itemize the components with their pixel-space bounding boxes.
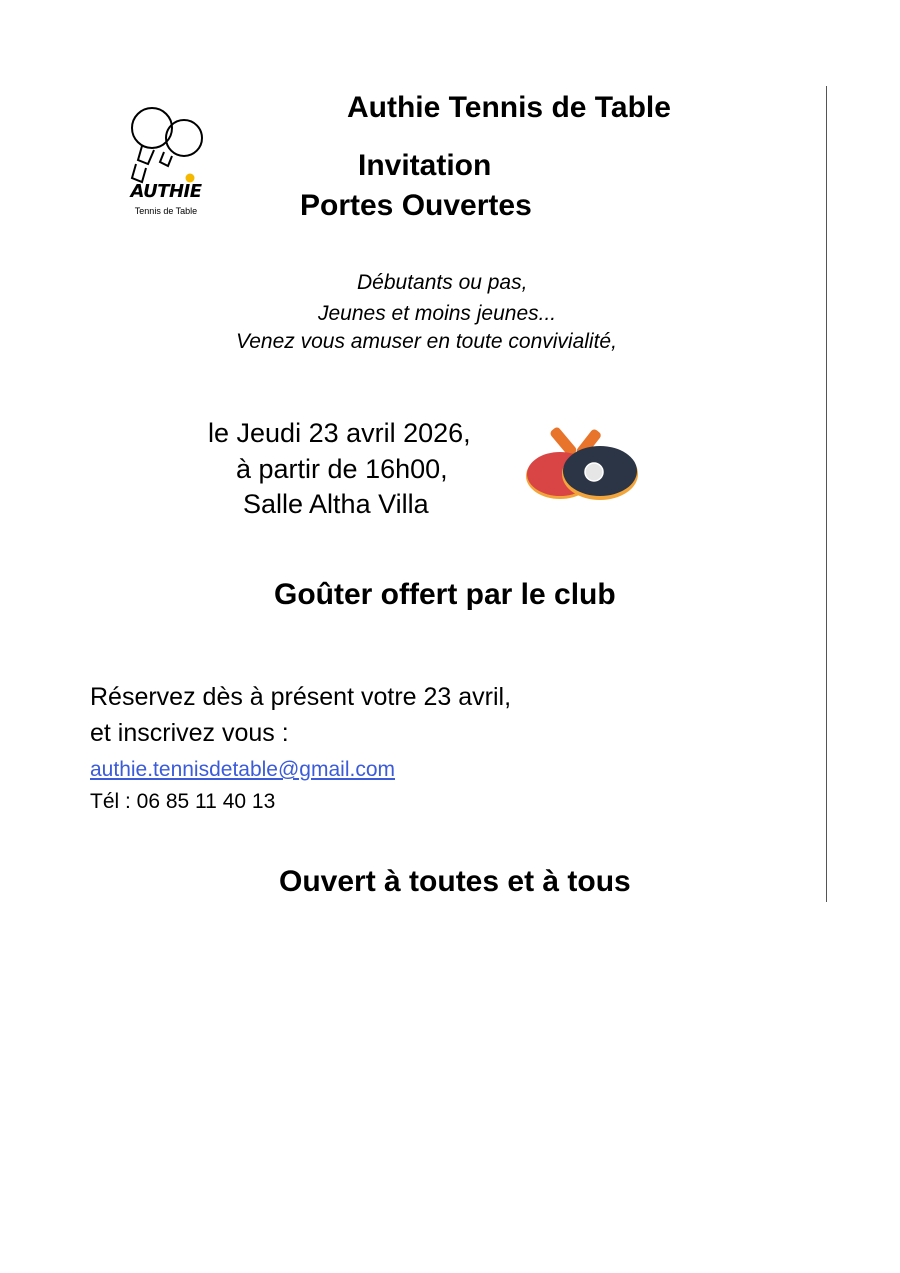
registration-line-1: Réservez dès à présent votre 23 avril, xyxy=(90,683,512,711)
tagline-line-2: Jeunes et moins jeunes... xyxy=(318,302,557,325)
tagline-line-1: Débutants ou pas, xyxy=(357,271,528,294)
club-title: Authie Tennis de Table xyxy=(347,91,671,124)
registration-line-2: et inscrivez vous : xyxy=(90,719,289,747)
phone-number: Tél : 06 85 11 40 13 xyxy=(90,790,276,813)
club-logo xyxy=(124,104,208,220)
event-time: à partir de 16h00, xyxy=(236,454,448,484)
logo-paddles-icon xyxy=(124,104,208,184)
closing-heading: Ouvert à toutes et à tous xyxy=(279,865,631,898)
email-link[interactable]: authie.tennisdetable@gmail.com xyxy=(90,758,395,781)
invitation-heading: Invitation xyxy=(358,149,492,182)
event-date: le Jeudi 23 avril 2026, xyxy=(208,418,471,448)
logo-subtitle: Tennis de Table xyxy=(134,206,198,216)
tagline-line-3: Venez vous amuser en toute convivialité, xyxy=(236,330,617,353)
event-heading: Portes Ouvertes xyxy=(300,189,532,222)
snack-heading: Goûter offert par le club xyxy=(274,578,616,611)
logo-wordmark: AUTHIE xyxy=(130,181,202,202)
event-venue: Salle Altha Villa xyxy=(243,489,429,519)
ping-pong-paddles-icon xyxy=(520,420,642,506)
margin-line xyxy=(826,86,827,902)
